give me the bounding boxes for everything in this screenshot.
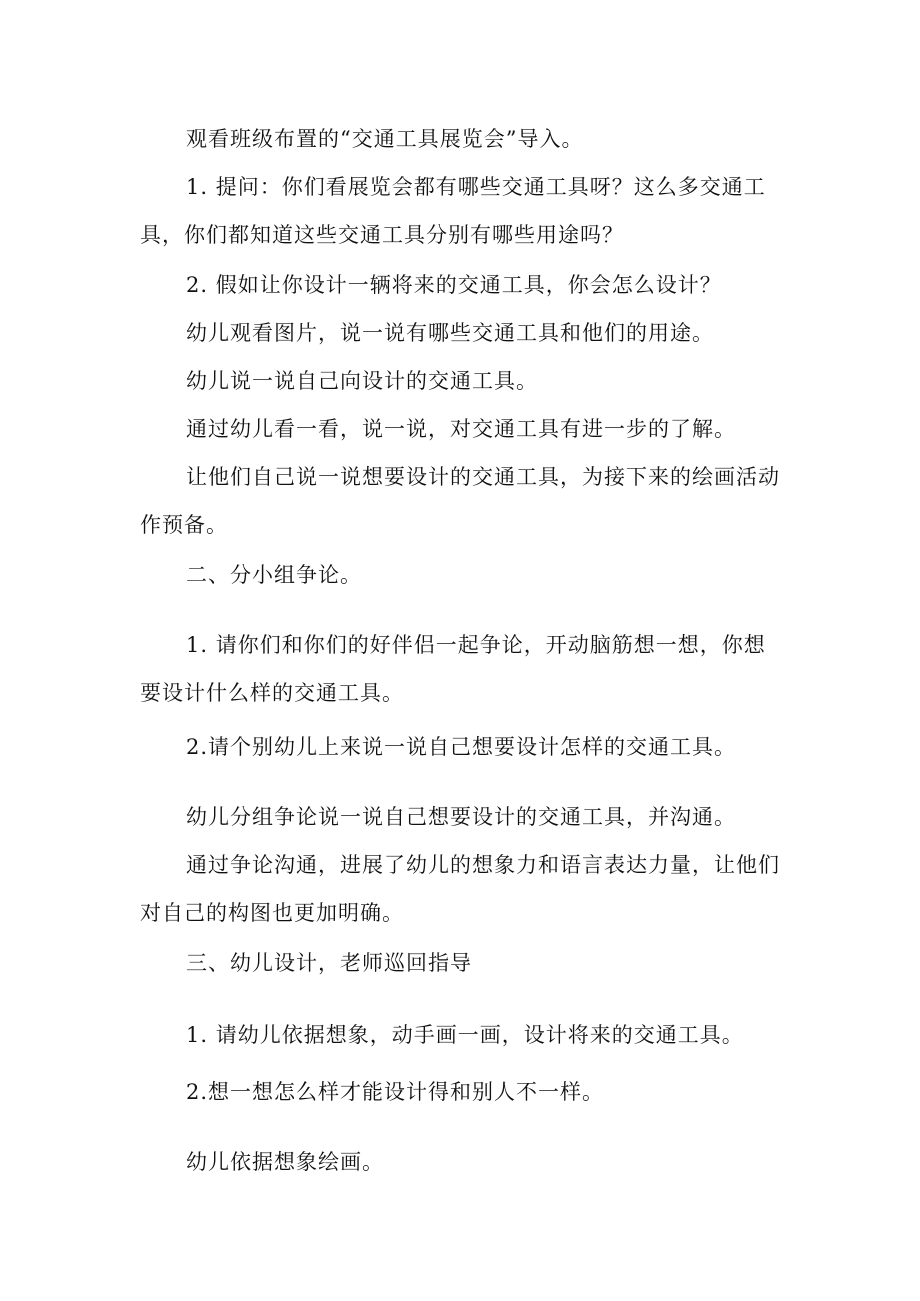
paragraph-imagination: 通过争论沟通，进展了幼儿的想象力和语言表达力量，让他们对自己的构图也更加明确。 — [140, 853, 780, 925]
paragraph-question-1: 1. 提问：你们看展览会都有哪些交通工具呀？这么多交通工具，你们都知道这些交通工具分别有哪些用途吗？ — [140, 175, 766, 247]
paragraph-group-discussion: 幼儿分组争论说一说自己想要设计的交通工具，并沟通。 — [186, 805, 736, 829]
section-heading-3: 三、幼儿设计，老师巡回指导 — [186, 951, 472, 975]
paragraph-question-2: 2. 假如让你设计一辆将来的交通工具，你会怎么设计？ — [186, 273, 722, 297]
paragraph-discuss-2: 2.请个别幼儿上来说一说自己想要设计怎样的交通工具。 — [186, 735, 737, 759]
paragraph-children-view: 幼儿观看图片，说一说有哪些交通工具和他们的用途。 — [186, 321, 714, 345]
paragraph-children-say: 幼儿说一说自己向设计的交通工具。 — [186, 369, 538, 393]
paragraph-understanding: 通过幼儿看一看，说一说，对交通工具有进一步的了解。 — [186, 417, 736, 441]
paragraph-preparation: 让他们自己说一说想要设计的交通工具，为接下来的绘画活动作预备。 — [140, 465, 780, 537]
paragraph-discuss-1: 1. 请你们和你们的好伴侣一起争论，开动脑筋想一想，你想要设计什么样的交通工具。 — [140, 633, 766, 705]
paragraph-design-1: 1. 请幼儿依据想象，动手画一画，设计将来的交通工具。 — [186, 1023, 744, 1047]
section-heading-2: 二、分小组争论。 — [186, 563, 362, 587]
paragraph-intro: 观看班级布置的“交通工具展览会”导入。 — [186, 127, 584, 151]
paragraph-design-2: 2.想一想怎么样才能设计得和别人不一样。 — [186, 1080, 605, 1104]
paragraph-drawing: 幼儿依据想象绘画。 — [186, 1150, 384, 1174]
